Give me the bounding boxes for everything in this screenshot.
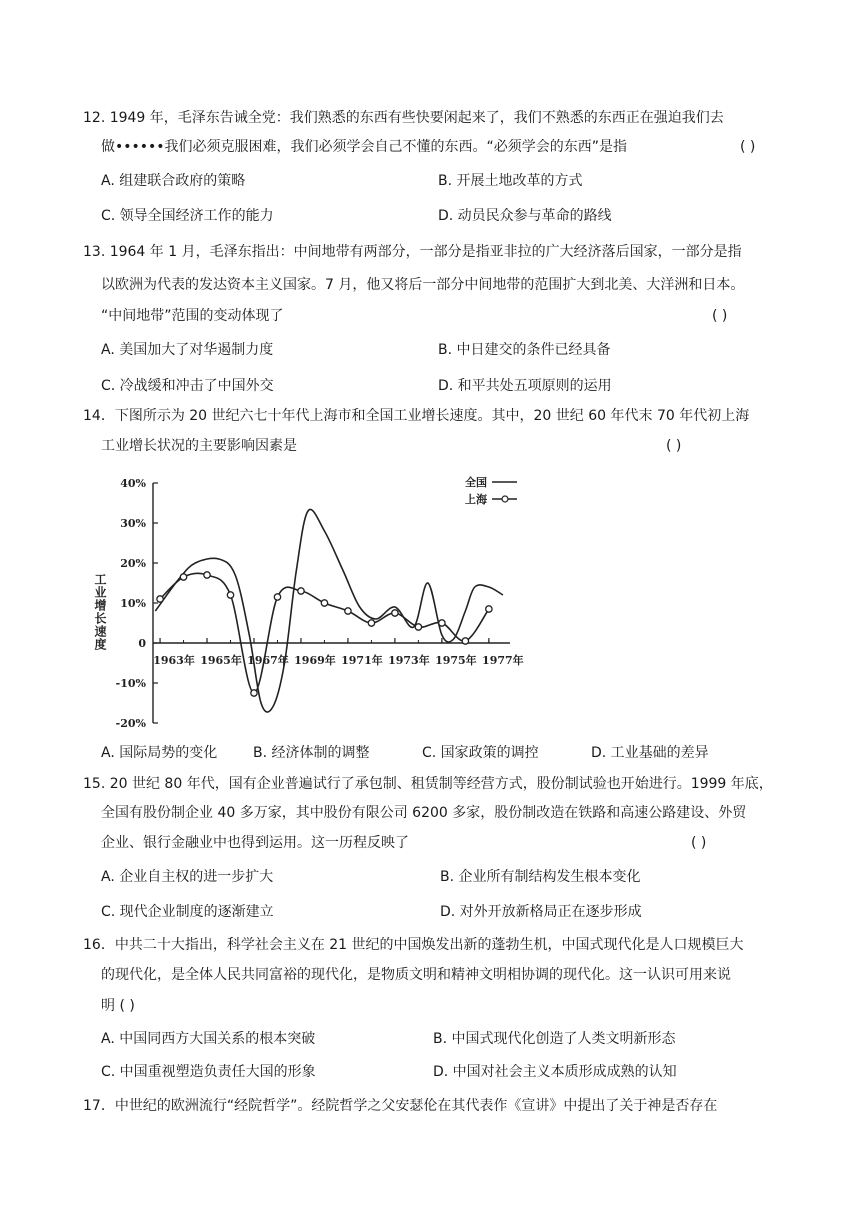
q15-option-b: B. 企业所有制结构发生根本变化: [440, 869, 641, 885]
q16-option-c: C. 中国重视塑造负责任大国的形象: [101, 1064, 316, 1080]
y-tick-label: 20%: [120, 557, 146, 570]
q13-option-d: D. 和平共处五项原则的运用: [438, 378, 612, 394]
q14-stem-line2: 工业增长状况的主要影响因素是: [101, 438, 297, 454]
x-tick-label: 1973年: [388, 654, 430, 667]
q13-stem-line2: 以欧洲为代表的发达资本主义国家。7 月，他又将后一部分中间地带的范围扩大到北美、大洋洲和日本。: [101, 277, 745, 293]
q16-stem-line1: 16．中共二十大指出，科学社会主义在 21 世纪的中国焕发出新的蓬勃生机，中国式现代化是人口规模巨大: [83, 937, 744, 953]
q15-stem-line1: 15. 20 世纪 80 年代，国有企业普遍试行了承包制、租赁制等经营方式，股份制试验也开始进行。1999 年底，: [83, 776, 773, 792]
data-point-shanghai: [227, 592, 233, 598]
q16-option-d: D. 中国对社会主义本质形成成熟的认知: [433, 1064, 677, 1080]
y-axis-label: 工业增长速度: [93, 573, 107, 651]
q12-option-d: D. 动员民众参与革命的路线: [438, 208, 612, 224]
series-line-national: [155, 509, 503, 712]
series-line-shanghai: [160, 573, 489, 693]
y-tick-label: 30%: [120, 517, 146, 530]
data-point-shanghai: [251, 690, 257, 696]
data-point-shanghai: [157, 596, 163, 602]
q14-answer-blank: ( ): [666, 438, 682, 454]
data-point-shanghai: [392, 610, 398, 616]
x-tick-label: 1971年: [341, 654, 383, 667]
q13-stem-line3: “中间地带”范围的变动体现了: [101, 308, 284, 324]
x-tick-label: 1967年: [247, 654, 289, 667]
q15-stem-line2: 全国有股份制企业 40 多万家，其中股份有限公司 6200 多家，股份制改造在铁路和高速公路建设、外贸: [101, 805, 747, 821]
q15-answer-blank: ( ): [691, 835, 707, 851]
q17-stem-line1: 17．中世纪的欧洲流行“经院哲学”。经院哲学之父安瑟伦在其代表作《宣讲》中提出了关于神是否存在: [83, 1098, 718, 1114]
x-tick-label: 1963年: [153, 654, 195, 667]
data-point-shanghai: [298, 588, 304, 594]
q13-stem-line1: 13. 1964 年 1 月，毛泽东指出：中间地带有两部分，一部分是指亚非拉的广大经济落后国家，一部分是指: [83, 244, 742, 260]
data-point-shanghai: [321, 600, 327, 606]
q14-stem-line1: 14．下图所示为 20 世纪六七十年代上海市和全国工业增长速度。其中，20 世纪 60 年代末 70 年代初上海: [83, 408, 750, 424]
q13-option-c: C. 冷战缓和冲击了中国外交: [101, 378, 274, 394]
legend-marker-shanghai: [502, 496, 508, 502]
q12-option-b: B. 开展土地改革的方式: [438, 173, 583, 189]
data-point-shanghai: [439, 620, 445, 626]
x-tick-label: 1965年: [200, 654, 242, 667]
q14-option-c: C. 国家政策的调控: [422, 745, 539, 761]
legend-label-shanghai: 上海: [465, 493, 487, 506]
x-tick-label: 1977年: [482, 654, 524, 667]
q12-stem-line1: 12. 1949 年，毛泽东告诫全党：我们熟悉的东西有些快要闲起来了，我们不熟悉的东西正在强迫我们去: [83, 110, 724, 126]
industrial-growth-chart: [80, 465, 540, 740]
y-tick-label: 10%: [120, 597, 146, 610]
q15-option-a: A. 企业自主权的进一步扩大: [101, 869, 274, 885]
q14-option-b: B. 经济体制的调整: [253, 745, 370, 761]
q16-stem-line3: 明 ( ): [101, 998, 135, 1014]
q12-option-c: C. 领导全国经济工作的能力: [101, 208, 274, 224]
y-tick-label: -20%: [115, 717, 146, 730]
q14-option-d: D. 工业基础的差异: [591, 745, 709, 761]
q13-option-a: A. 美国加大了对华遏制力度: [101, 342, 274, 358]
q12-stem-line2: 做••••••我们必须克服困难，我们必须学会自己不懂的东西。“必须学会的东西”是指: [101, 139, 628, 155]
data-point-shanghai: [368, 620, 374, 626]
q16-option-a: A. 中国同西方大国关系的根本突破: [101, 1031, 316, 1047]
q12-answer-blank: ( ): [740, 139, 756, 155]
data-point-shanghai: [345, 608, 351, 614]
q15-option-c: C. 现代企业制度的逐渐建立: [101, 904, 274, 920]
data-point-shanghai: [415, 624, 421, 630]
legend-label-national: 全国: [465, 476, 487, 489]
q12-option-a: A. 组建联合政府的策略: [101, 173, 246, 189]
q15-stem-line3: 企业、银行金融业中也得到运用。这一历程反映了: [101, 835, 409, 851]
data-point-shanghai: [204, 572, 210, 578]
data-point-shanghai: [462, 638, 468, 644]
q16-option-b: B. 中国式现代化创造了人类文明新形态: [433, 1031, 676, 1047]
x-tick-label: 1975年: [435, 654, 477, 667]
y-tick-label: -10%: [115, 677, 146, 690]
data-point-shanghai: [274, 594, 280, 600]
data-point-shanghai: [486, 606, 492, 612]
y-tick-label: 40%: [120, 477, 146, 490]
y-tick-label: 0: [138, 637, 146, 650]
data-point-shanghai: [180, 574, 186, 580]
q13-answer-blank: ( ): [712, 308, 728, 324]
q16-stem-line2: 的现代化，是全体人民共同富裕的现代化，是物质文明和精神文明相协调的现代化。这一认识可用来说: [101, 967, 731, 983]
q14-option-a: A. 国际局势的变化: [101, 745, 218, 761]
x-tick-label: 1969年: [294, 654, 336, 667]
q15-option-d: D. 对外开放新格局正在逐步形成: [440, 904, 642, 920]
q13-option-b: B. 中日建交的条件已经具备: [438, 342, 611, 358]
